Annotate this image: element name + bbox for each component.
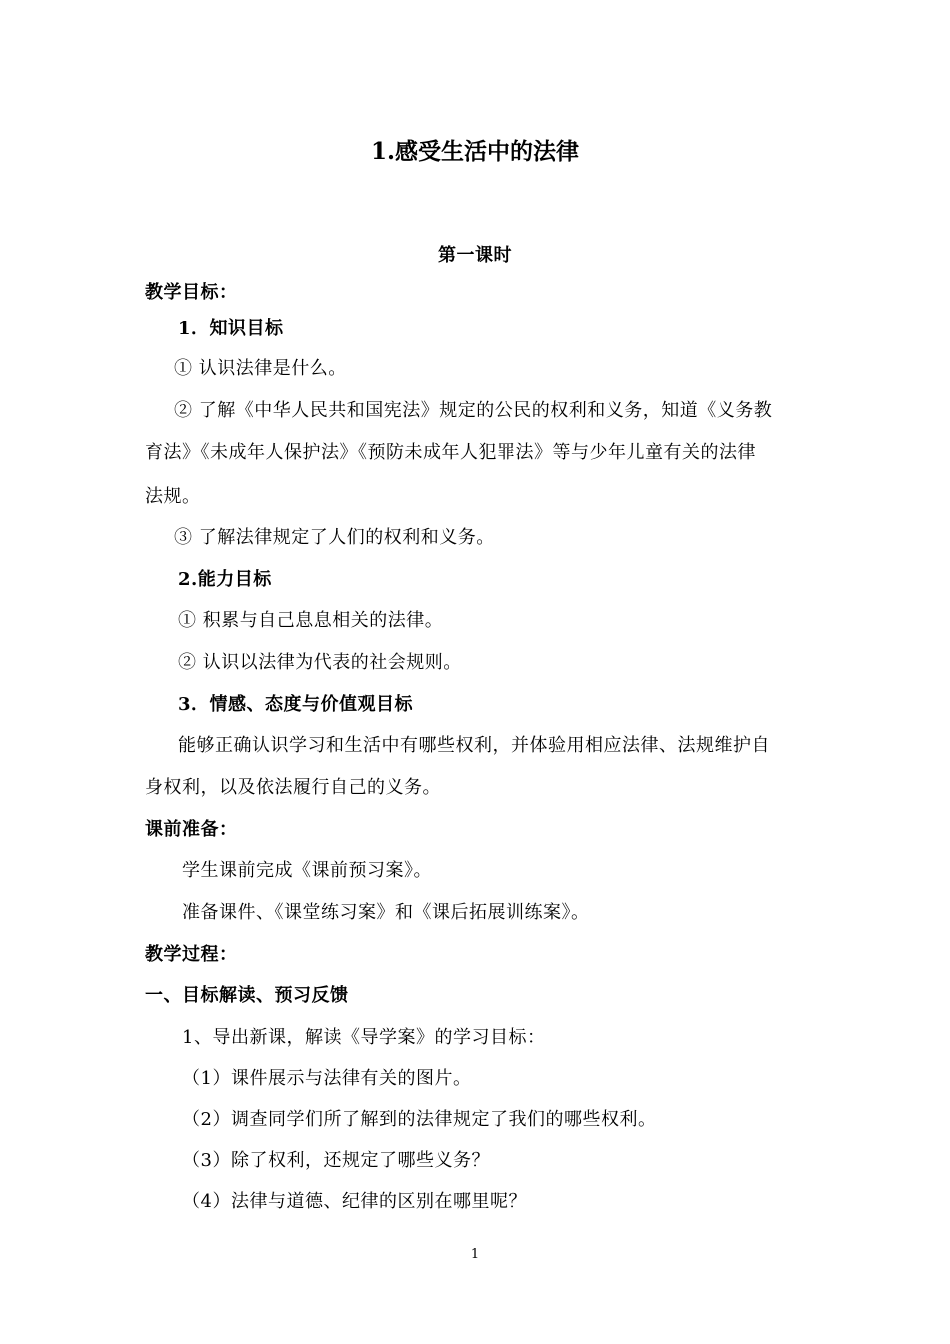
knowledge-item-3: ③ 了解法律规定了人们的权利和义务。 (174, 527, 495, 548)
process-sub-3: （3）除了权利，还规定了哪些义务？ (182, 1150, 490, 1171)
knowledge-item-1: ① 认识法律是什么。 (174, 358, 347, 379)
process-sub-2: （2）调查同学们所了解到的法律规定了我们的哪些权利。 (182, 1109, 657, 1130)
process-sub-1: （1）课件展示与法律有关的图片。 (182, 1068, 472, 1089)
knowledge-heading: 1．知识目标 (178, 318, 284, 339)
ability-heading: 2.能力目标 (178, 569, 272, 590)
lesson-heading: 第一课时 (438, 245, 512, 266)
process-sub-4: （4）法律与道德、纪律的区别在哪里呢？ (182, 1191, 527, 1212)
ability-item-2: ② 认识以法律为代表的社会规则。 (178, 652, 462, 673)
page-number: 1 (470, 1247, 480, 1262)
knowledge-item-2-line-2: 育法》《未成年人保护法》《预防未成年人犯罪法》等与少年儿童有关的法律 (145, 442, 756, 463)
knowledge-item-2-line-1: ② 了解《中华人民共和国宪法》规定的公民的权利和义务，知道《义务教 (174, 400, 773, 421)
document-title: 1.感受生活中的法律 (370, 138, 579, 165)
preparation-line-2: 准备课件、《课堂练习案》和《课后拓展训练案》。 (182, 902, 590, 923)
process-heading: 教学过程： (145, 944, 238, 965)
objectives-heading: 教学目标： (145, 282, 238, 303)
preparation-line-1: 学生课前完成《课前预习案》。 (182, 860, 432, 881)
emotion-line-1: 能够正确认识学习和生活中有哪些权利，并体验用相应法律、法规维护自 (178, 735, 770, 756)
knowledge-item-2-line-3: 法规。 (145, 486, 201, 507)
section-1-heading: 一、目标解读、预习反馈 (145, 985, 349, 1006)
emotion-line-2: 身权利，以及依法履行自己的义务。 (145, 777, 441, 798)
preparation-heading: 课前准备： (145, 819, 238, 840)
process-step-1: 1、导出新课，解读《导学案》的学习目标： (182, 1027, 546, 1048)
emotion-heading: 3．情感、态度与价值观目标 (178, 694, 414, 715)
ability-item-1: ① 积累与自己息息相关的法律。 (178, 610, 444, 631)
